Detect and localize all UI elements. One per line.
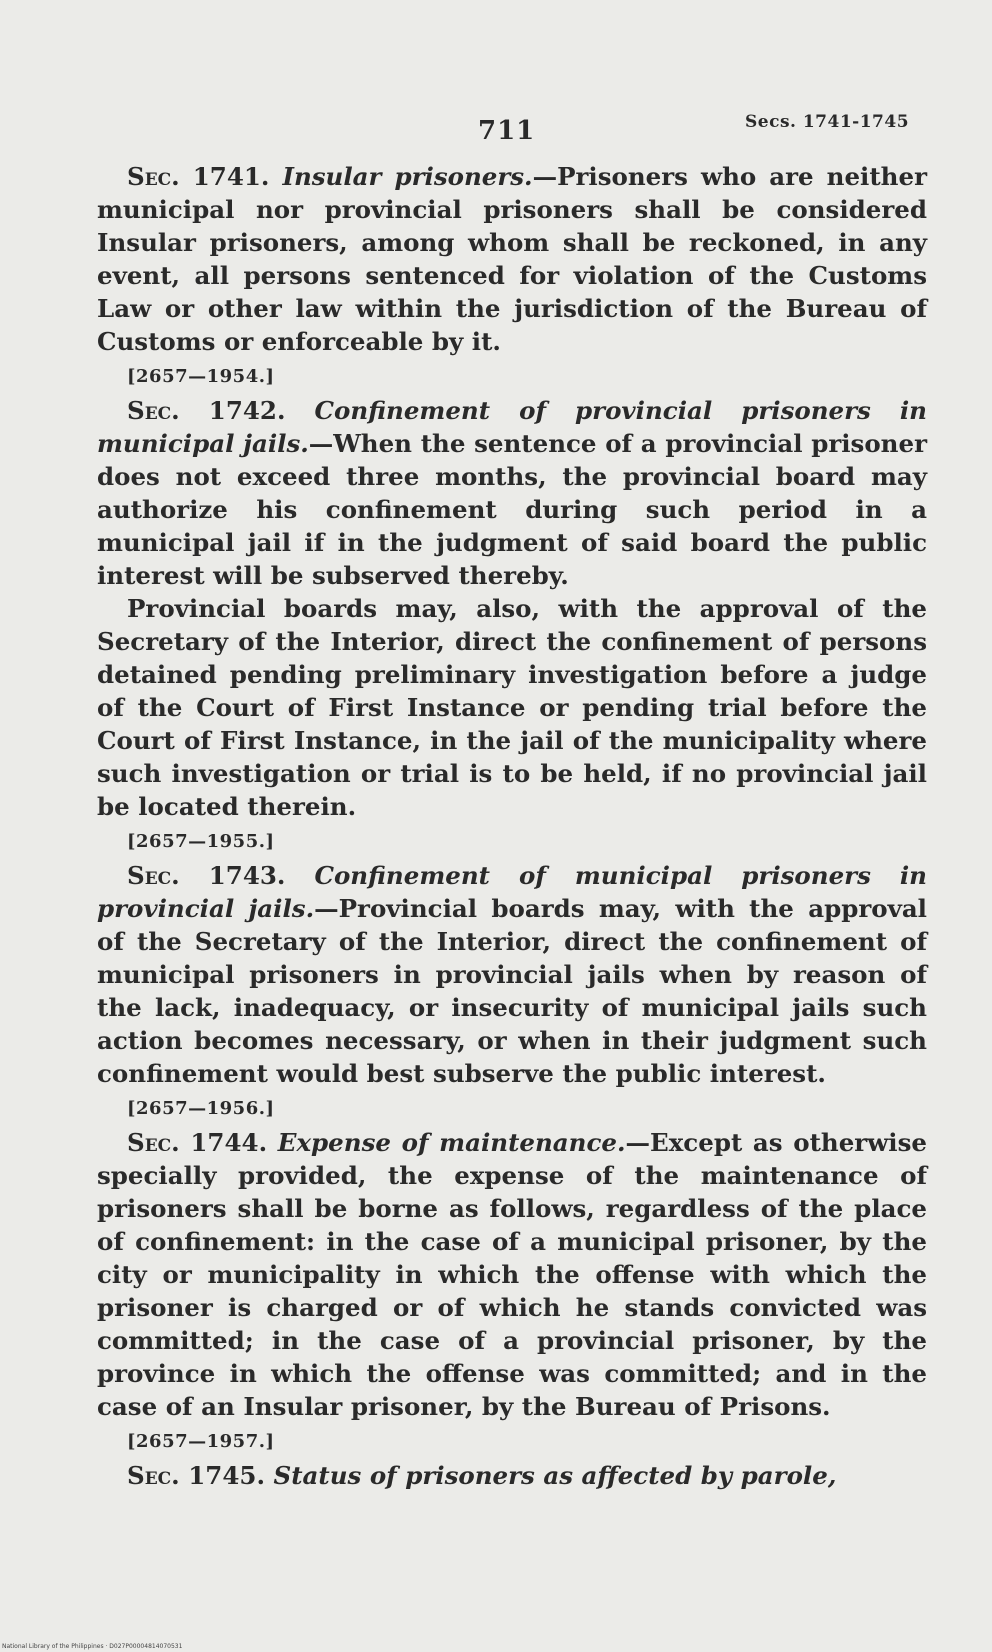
section-1744 [97,1126,927,1423]
scan-footer: National Library of the Philippines · D027P00004814070531 [2,1643,183,1650]
section-label: Sec. [127,162,193,191]
section-title: Expense of maintenance. [277,1128,626,1157]
section-number: 1744. [190,1128,278,1157]
citation: [2657—1956.] [127,1098,275,1119]
section-1743 [97,859,927,1090]
section-label: Sec. [127,1461,189,1490]
section-label: Sec. [127,861,209,890]
section-1742 [97,394,927,592]
section-label: Sec. [127,396,209,425]
section-number: 1742. [208,396,315,425]
citation: [2657—1954.] [127,366,275,387]
section-1741 [97,160,927,358]
section-1745 [97,1459,927,1492]
section-text: —Provincial boards may, with the approval of the Secretary of the Interior, direct the confinement of municipal prisoners in provincial jails when by reason of the lack, inadequacy, or insecurity of municipal jails such action becomes necessary, or when in their judgment such confinement would best subserve the public interest. [97,894,927,1088]
section-title: Confinement of municipal prisoners in provincial jails. [97,861,927,923]
section-number: 1743. [208,861,315,890]
section-1742-paragraph-2: Provincial boards may, also, with the approval of the Secretary of the Interior, direct the confinement of persons detained pending preliminary investigation before a judge of the Court of First Instance or pending trial before the Court of First Instance, in the jail of the municipality where such investigation or trial is to be held, if no provincial jail be located therein. [97,594,927,821]
page-header [0,108,992,148]
section-text: —Prisoners who are neither municipal nor provincial prisoners shall be considered Insular prisoners, among whom shall be reckoned, in any event, all persons sentenced for violation of the Customs Law or other law within the jurisdiction of the Bureau of Customs or enforceable by it. [97,162,927,356]
section-text: —Except as otherwise specially provided, the expense of the maintenance of prisoners shall be borne as follows, regardless of the place of confinement: in the case of a municipal prisoner, by the city or municipality in which the offense with which the prisoner is charged or of which he stands convicted was committed; in the case of a provincial prisoner, by the province in which the offense was committed; and in the case of an Insular prisoner, by the Bureau of Prisons. [97,1128,927,1421]
section-number: 1745. [188,1461,274,1490]
running-head: Secs. 1741-1745 [745,112,910,132]
section-title: Insular prisoners. [282,162,533,191]
section-label: Sec. [127,1128,191,1157]
section-title: Confinement of provincial prisoners in municipal jails. [97,396,927,458]
citation: [2657—1957.] [127,1431,275,1452]
citation: [2657—1955.] [127,831,275,852]
page-body [97,160,927,1492]
page-number: 711 [478,116,536,146]
section-title: Status of prisoners as affected by parole, [273,1461,837,1490]
section-text: —When the sentence of a provincial prisoner does not exceed three months, the provincial board may authorize his confinement during such period in a municipal jail if in the judgment of said board the public interest will be subserved thereby. [97,429,927,590]
section-number: 1741. [192,162,283,191]
